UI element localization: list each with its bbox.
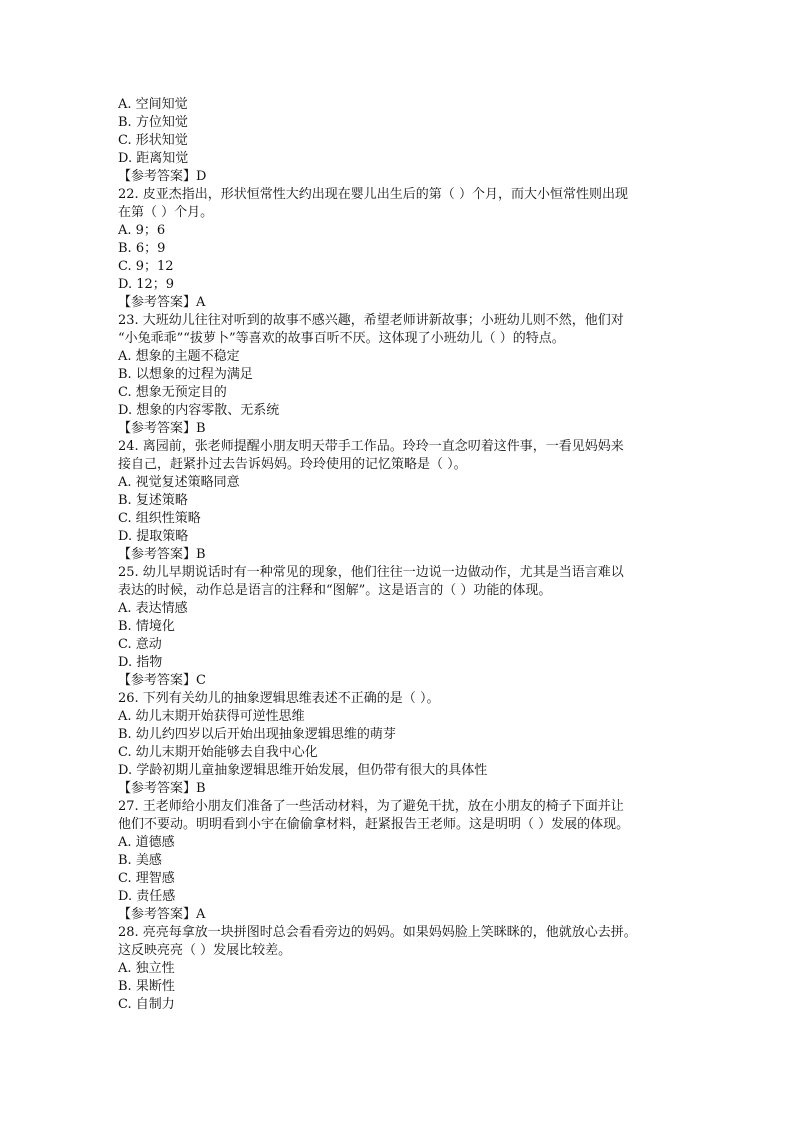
option-line: D. 学龄初期儿童抽象逻辑思维开始发展，但仍带有很大的具体性 (118, 763, 488, 778)
question-line: 25. 幼儿早期说话时有一种常见的现象，他们往往一边说一边做动作，尤其是当语言难以 (118, 565, 624, 580)
option-line: A. 想象的主题不稳定 (118, 349, 240, 364)
question-line: 28. 亮亮每拿放一块拼图时总会看看旁边的妈妈。如果妈妈脸上笑眯眯的，他就放心去拼。 (118, 925, 637, 940)
option-line: A. 9；6 (118, 223, 166, 238)
question-line: 23. 大班幼儿往往对听到的故事不感兴趣，希望老师讲新故事；小班幼儿则不然，他们对 (118, 313, 624, 328)
option-line: C. 组织性策略 (118, 511, 201, 526)
option-line: A. 道德感 (118, 835, 175, 850)
document-page (118, 96, 678, 1014)
answer-line: 【参考答案】A (118, 295, 206, 310)
option-line: B. 美感 (118, 853, 162, 868)
question-line: 在第（ ）个月。 (118, 205, 214, 220)
option-line: C. 形状知觉 (118, 133, 188, 148)
answer-line: 【参考答案】B (118, 547, 206, 562)
answer-line: 【参考答案】B (118, 781, 206, 796)
option-line: B. 情境化 (118, 619, 175, 634)
question-line: “小兔乖乖”“拔萝卜”等喜欢的故事百听不厌。这体现了小班幼儿（ ）的特点。 (118, 331, 565, 346)
option-line: A. 幼儿末期开始获得可逆性思维 (118, 709, 305, 724)
option-line: D. 责任感 (118, 889, 176, 904)
answer-line: 【参考答案】C (118, 673, 206, 688)
option-line: A. 独立性 (118, 961, 175, 976)
option-line: A. 表达情感 (118, 601, 188, 616)
option-line: D. 指物 (118, 655, 163, 670)
option-line: C. 9；12 (118, 259, 174, 274)
question-line: 27. 王老师给小朋友们准备了一些活动材料，为了避免干扰，放在小朋友的椅子下面并让 (118, 799, 624, 814)
question-line: 表达的时候，动作总是语言的注释和“图解”。这是语言的（ ）功能的体现。 (118, 583, 552, 598)
question-line: 22. 皮亚杰指出，形状恒常性大约出现在婴儿出生后的第（ ）个月，而大小恒常性则出现 (118, 187, 628, 202)
option-line: C. 想象无预定目的 (118, 385, 227, 400)
option-line: B. 复述策略 (118, 493, 188, 508)
option-line: C. 自制力 (118, 997, 175, 1012)
option-line: D. 12；9 (118, 277, 175, 292)
answer-line: 【参考答案】A (118, 907, 206, 922)
option-line: B. 6；9 (118, 241, 166, 256)
option-line: B. 果断性 (118, 979, 175, 994)
option-line: C. 理智感 (118, 871, 175, 886)
question-line: 这反映亮亮（ ）发展比较差。 (118, 943, 292, 958)
option-line: B. 以想象的过程为满足 (118, 367, 253, 382)
question-line: 接自己，赶紧扑过去告诉妈妈。玲玲使用的记忆策略是（ ）。 (118, 457, 467, 472)
answer-line: 【参考答案】B (118, 421, 206, 436)
option-line: A. 空间知觉 (118, 97, 188, 112)
question-line: 26. 下列有关幼儿的抽象逻辑思维表述不正确的是（ ）。 (118, 691, 440, 706)
question-line: 24. 离园前，张老师提醒小朋友明天带手工作品。玲玲一直念叨着这件事，一看见妈妈来 (118, 439, 624, 454)
question-line: 他们不要动。明明看到小宇在偷偷拿材料，赶紧报告王老师。这是明明（ ）发展的体现。 (118, 817, 630, 832)
option-line: D. 距离知觉 (118, 151, 189, 166)
option-line: C. 幼儿末期开始能够去自我中心化 (118, 745, 318, 760)
option-line: C. 意动 (118, 637, 162, 652)
answer-line: 【参考答案】D (118, 169, 207, 184)
option-line: B. 幼儿约四岁以后开始出现抽象逻辑思维的萌芽 (118, 727, 396, 742)
option-line: D. 想象的内容零散、无系统 (118, 403, 280, 418)
option-line: B. 方位知觉 (118, 115, 188, 130)
option-line: A. 视觉复述策略同意 (118, 475, 240, 490)
option-line: D. 提取策略 (118, 529, 189, 544)
